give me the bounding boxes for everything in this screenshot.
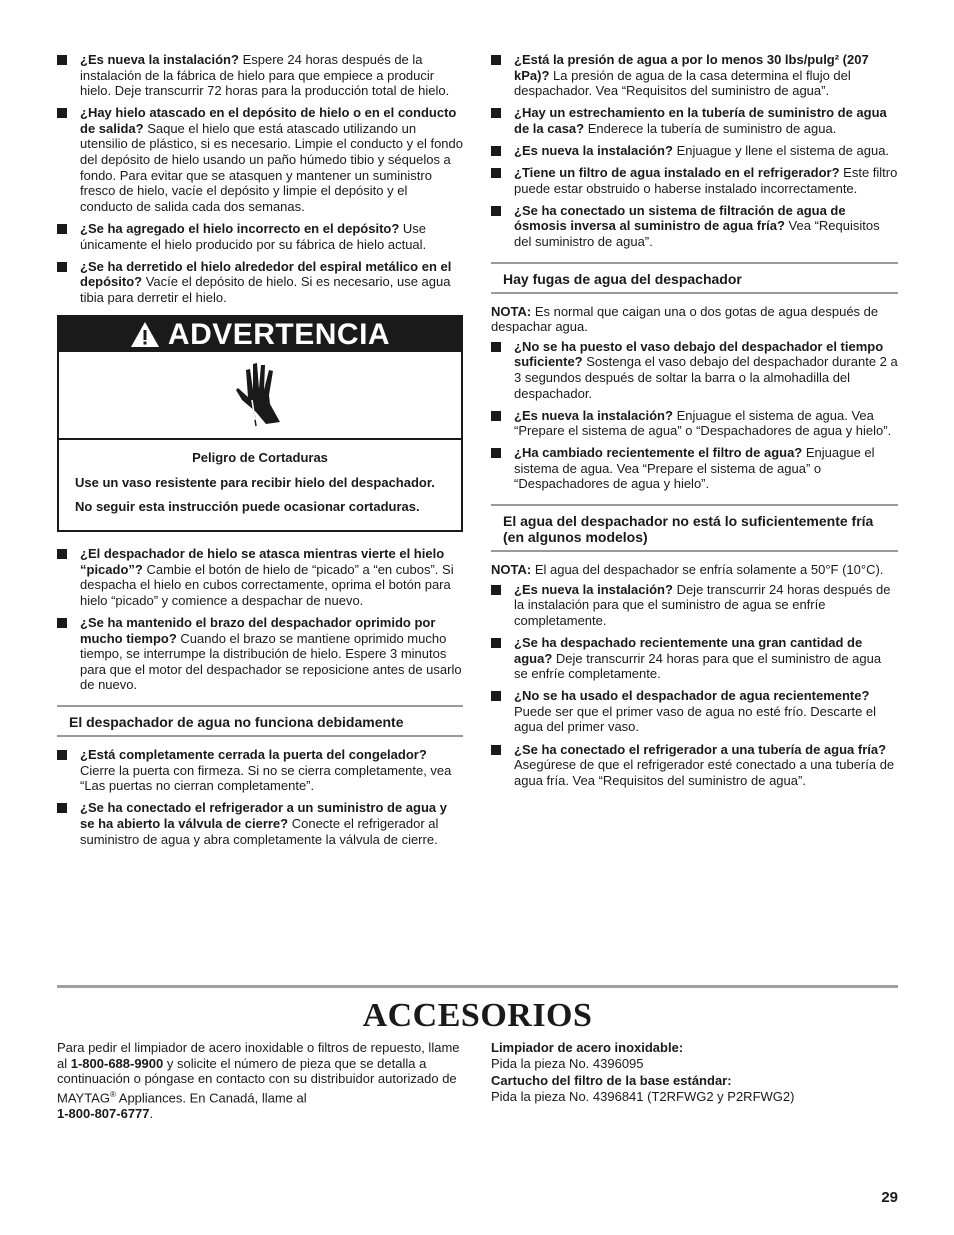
answer: Saque el hielo que está atascado utilizando un utensilio de plástico, si es necesario. Limpie el conducto y el fondo del depósito de hielo usando un paño húmedo tibio y séquelos a fondo. Para evitar que se atasquen y mantener un suministro fresco de hielo, vacíe el depósito y limpie el depósito y el conducto de salida cada dos semanas. (80, 120, 463, 214)
list-item (57, 747, 463, 794)
warning-box (57, 315, 463, 532)
question: ¿Tiene un filtro de agua instalado en el refrigerador? (514, 165, 840, 181)
question: ¿Hay hielo atascado en el depósito de hielo o en el conducto de salida? (80, 105, 457, 136)
question: ¿Hay un estrechamiento en la tubería de suministro de agua de la casa? (514, 105, 887, 136)
list-item (57, 546, 463, 608)
answer: Cambie el botón de hielo de “picado” a “en cubos”. Si despacha el hielo en cubos correctamente, oprima el botón para hielo “picado” y comience a despachar de nuevo. (80, 561, 454, 608)
list-item (491, 688, 898, 735)
section-divider (57, 985, 898, 988)
list-item (491, 635, 898, 682)
note-text: Es normal que caigan una o dos gotas de agua después de despachar agua. (491, 303, 879, 335)
list-item (57, 52, 463, 99)
note-label: NOTA: (491, 303, 532, 319)
accessories-parts (491, 1040, 898, 1106)
section-heading: El agua del despachador no está lo suficientemente fría (en algunos modelos) (491, 504, 898, 552)
list-item (57, 615, 463, 693)
question: ¿Se ha conectado un sistema de filtración de agua de ósmosis inversa al suministro de agua fría? (514, 202, 846, 234)
question: ¿Está completamente cerrada la puerta del congelador? (80, 747, 427, 763)
accessories-intro (57, 1040, 462, 1121)
list-item (491, 408, 898, 439)
answer: Este filtro puede estar obstruido o haberse instalado incorrectamente. (514, 165, 898, 196)
cold-water-list (491, 582, 898, 789)
answer: Conecte el refrigerador al suministro de agua y abra completamente la válvula de cierre. (80, 815, 439, 847)
intro-text: Para pedir el limpiador de acero inoxidable o filtros de repuesto, llame al (57, 1040, 460, 1071)
note (491, 304, 898, 335)
list-item (491, 742, 898, 789)
list-item (491, 52, 898, 99)
list-item (491, 445, 898, 492)
question: ¿No se ha puesto el vaso debajo del despachador el tiempo suficiente? (514, 338, 884, 370)
answer: Enjuague el sistema de agua. Vea “Prepare el sistema de agua” o “Despachadores de agua y hielo”. (514, 445, 875, 492)
left-column (57, 52, 463, 854)
part-label: Cartucho del filtro de la base estándar: (491, 1073, 732, 1089)
page-title: ACCESORIOS (362, 997, 593, 1034)
registered-mark: ® (109, 1089, 116, 1099)
warning-instruction: Use un vaso resistente para recibir hielo del despachador. (75, 475, 435, 490)
answer: La presión de agua de la casa determina el flujo del despachador. Vea “Requisitos del suministro de agua”. (514, 67, 851, 99)
question: ¿Es nueva la instalación? (514, 142, 673, 158)
water-dispenser-list (57, 747, 463, 847)
answer: Cierre la puerta con firmeza. Si no se cierra completamente, vea “Las puertas no cierran completamente”. (80, 762, 452, 794)
warning-text (59, 440, 461, 530)
question: ¿Se ha despachado recientemente una gran cantidad de agua? (514, 634, 863, 666)
intro-text: y solicite el número de pieza que se detalla a continuación o póngase en contacto con su distribuidor autorizado de MAYTAG (57, 1055, 457, 1106)
answer: Enderece la tubería de suministro de agua. (584, 120, 837, 136)
answer: Puede ser que el primer vaso de agua no esté frío. Descarte el agua del primer vaso. (514, 703, 877, 735)
answer: Enjuague y llene el sistema de agua. (672, 142, 890, 158)
intro-text: . (149, 1105, 154, 1121)
warning-icon-row (59, 352, 461, 440)
list-item (57, 800, 463, 847)
warning-hazard: Peligro de Cortaduras (192, 450, 328, 466)
answer: Use únicamente el hielo producido por su fábrica de hielo actual. (80, 220, 427, 252)
answer: Vacíe el depósito de hielo. Si es necesario, use agua tibia para derretir el hielo. (80, 274, 451, 305)
section-heading: El despachador de agua no funciona debidamente (57, 705, 463, 737)
question: ¿El despachador de hielo se atasca mientras vierte el hielo “picado”? (80, 546, 445, 577)
question: ¿Se ha mantenido el brazo del despachador oprimido por mucho tiempo? (80, 615, 436, 646)
intro-text: Appliances. En Canadá, llame al (115, 1090, 307, 1106)
phone-us: 1-800-688-9900 (70, 1055, 164, 1071)
note-text: El agua del despachador se enfría solamente a 50°F (10°C). (531, 562, 884, 578)
question: ¿Es nueva la instalación? (514, 407, 673, 423)
right-column (491, 52, 898, 795)
part-label: Limpiador de acero inoxidable: (491, 1040, 684, 1055)
list-item (57, 221, 463, 252)
list-item (491, 105, 898, 136)
answer: Asegúrese de que el refrigerador esté conectado a una tubería de agua fría. Vea “Requisitos del suministro de agua”. (514, 757, 895, 788)
list-item (491, 203, 898, 250)
list-item (57, 259, 463, 306)
list-item (491, 339, 898, 401)
page-number: 29 (881, 1189, 898, 1206)
question: ¿Se ha agregado el hielo incorrecto en el depósito? (80, 220, 400, 236)
list-item (57, 105, 463, 214)
section-heading: Hay fugas de agua del despachador (491, 262, 898, 294)
note (491, 562, 898, 578)
warning-triangle-icon (130, 321, 160, 348)
warning-banner (59, 317, 461, 352)
question: ¿No se ha usado el despachador de agua recientemente? (514, 688, 870, 704)
question: ¿Está la presión de agua a por lo menos 30 lbs/pulg² (207 kPa)? (514, 52, 869, 83)
question: ¿Se ha derretido el hielo alrededor del espiral metálico en el depósito? (80, 258, 452, 290)
phone-canada: 1-800-807-6777 (57, 1105, 150, 1121)
question: ¿Se ha conectado el refrigerador a un suministro de agua y se ha abierto la válvula de cierre? (80, 800, 447, 831)
part-item (491, 1073, 898, 1104)
list-item (491, 582, 898, 629)
answer: Sostenga el vaso debajo del despachador durante 2 a 3 segundos después de soltar la barra o la almohadilla del despachador. (514, 354, 898, 401)
warning-title: ADVERTENCIA (167, 318, 391, 352)
question: ¿Es nueva la instalación? (80, 52, 239, 67)
leak-list (491, 339, 898, 492)
dispenser-list (57, 546, 463, 693)
question: ¿Ha cambiado recientemente el filtro de agua? (514, 445, 803, 461)
question: ¿Es nueva la instalación? (514, 581, 673, 597)
ice-troubleshooting-list (57, 52, 463, 305)
answer: Vea “Requisitos del suministro de agua”. (514, 218, 880, 249)
note-label: NOTA: (491, 562, 532, 578)
accessories-paragraph (57, 1040, 462, 1121)
part-item (491, 1040, 898, 1071)
water-pressure-list (491, 52, 898, 250)
part-number: Pida la pieza No. 4396841 (T2RFWG2 y P2RFWG2) (491, 1088, 795, 1104)
answer: Enjuague el sistema de agua. Vea “Prepare el sistema de agua” o “Despachadores de agua y hielo”. (514, 407, 892, 439)
list-item (491, 143, 898, 159)
question: ¿Se ha conectado el refrigerador a una tubería de agua fría? (514, 741, 887, 757)
part-number: Pida la pieza No. 4396095 (491, 1055, 644, 1071)
hand-cut-icon (234, 360, 286, 432)
answer: Deje transcurrir 24 horas para que el suministro de agua se enfríe completamente. (514, 650, 882, 682)
list-item (491, 165, 898, 196)
answer: Cuando el brazo se mantiene oprimido mucho tiempo, se interrumpe la distribución de hielo. Espere 3 minutos para que el motor del despachador se reposicione antes de usarlo de nuevo. (80, 630, 462, 693)
warning-consequence: No seguir esta instrucción puede ocasionar cortaduras. (75, 498, 420, 514)
answer: Deje transcurrir 24 horas después de la instalación para que el suministro de agua se enfríe completamente. (514, 581, 891, 628)
answer: Espere 24 horas después de la instalación de la fábrica de hielo para que empiece a producir hielo. Deje transcurrir 72 horas para la producción total de hielo. (80, 52, 450, 99)
